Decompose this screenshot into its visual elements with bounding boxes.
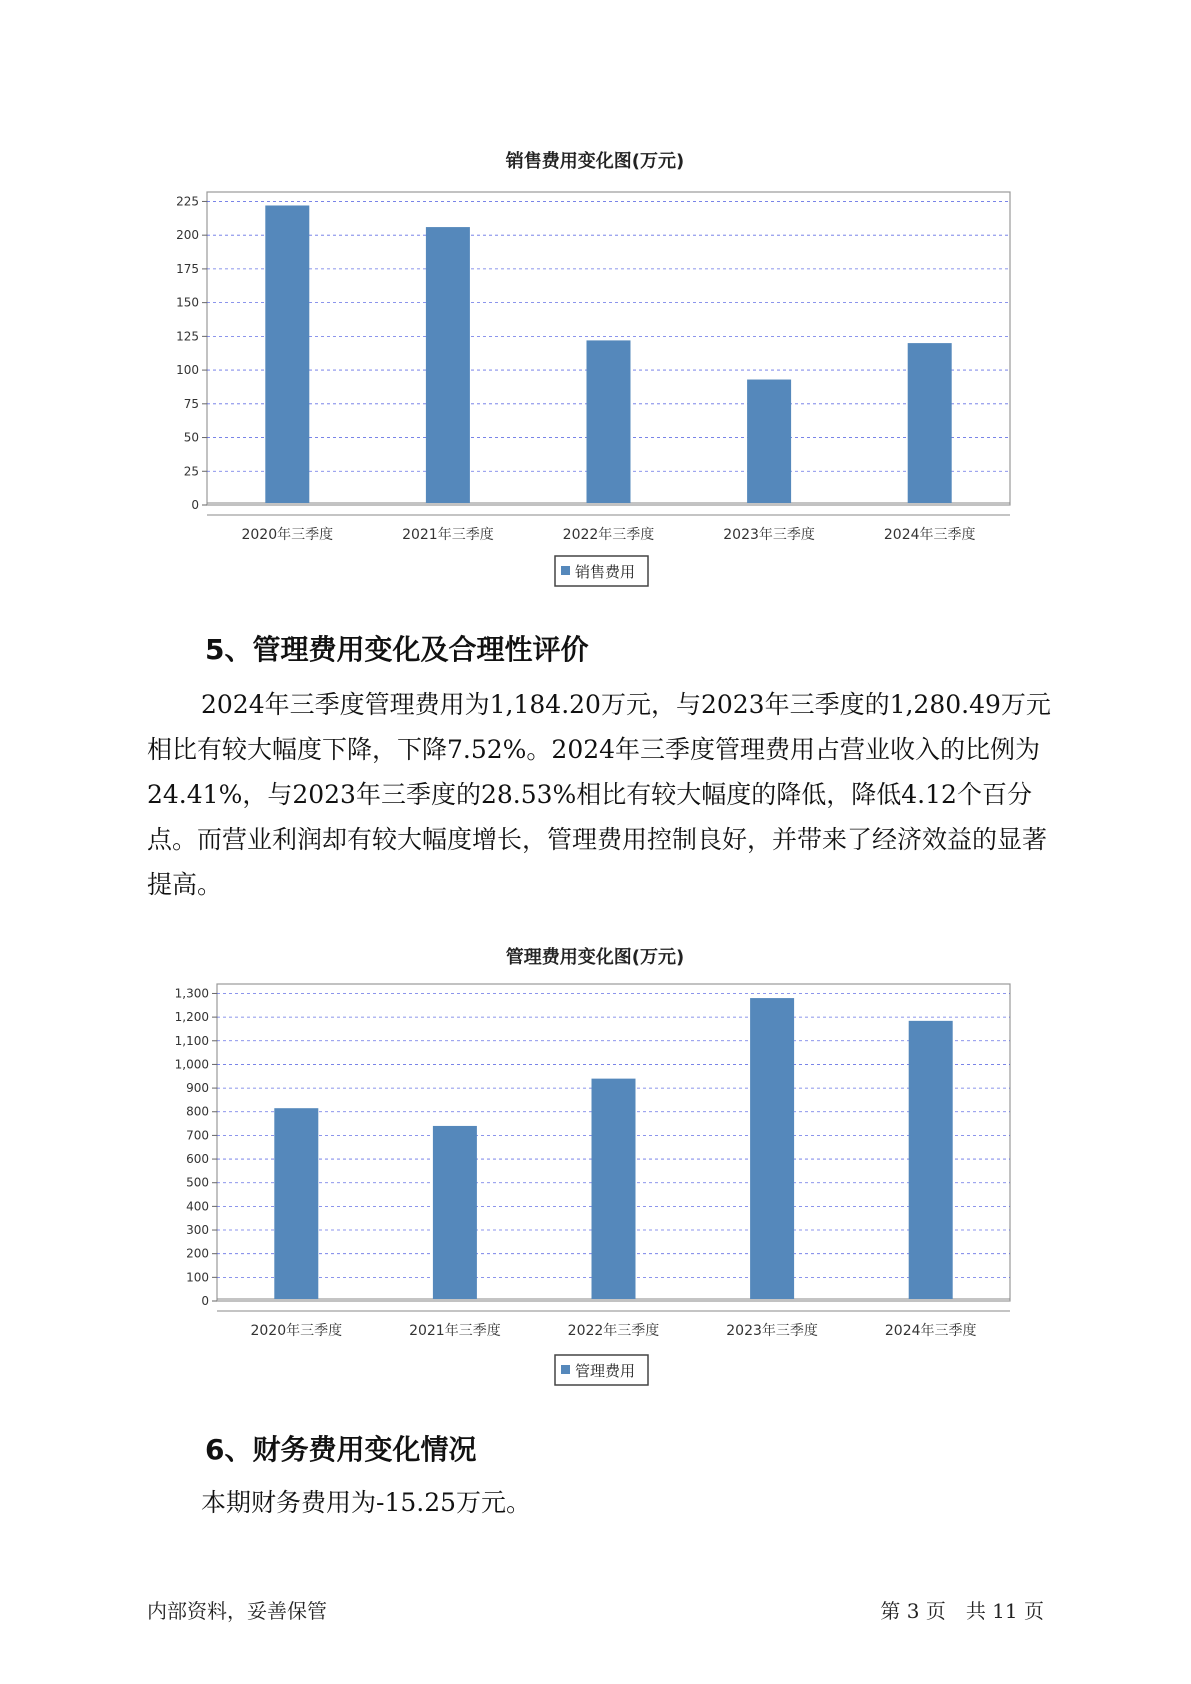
x-tick-label: 2022年三季度 <box>562 527 655 543</box>
y-tick-label: 400 <box>186 1199 209 1214</box>
section-heading-finance-expense: 6、财务费用变化情况 <box>205 1433 477 1466</box>
y-tick-label: 1,000 <box>174 1057 209 1072</box>
bar <box>908 343 952 503</box>
bar <box>265 205 309 503</box>
y-tick-label: 200 <box>186 1246 209 1261</box>
x-tick-label: 2020年三季度 <box>250 1323 343 1339</box>
section-heading-admin-expense: 5、管理费用变化及合理性评价 <box>205 633 589 666</box>
finance-expense-paragraph: 本期财务费用为-15.25万元。 <box>201 1488 532 1517</box>
sales-expense-chart <box>0 135 1191 595</box>
chart-title: 销售费用变化图(万元) <box>505 151 685 172</box>
x-tick-label: 2024年三季度 <box>883 527 976 543</box>
bar <box>426 227 470 503</box>
chart-legend <box>555 556 648 586</box>
y-tick-label: 0 <box>191 498 199 512</box>
admin-expense-chart-svg <box>0 935 1191 1395</box>
chart-legend <box>555 1355 648 1385</box>
x-tick-label: 2024年三季度 <box>884 1323 977 1339</box>
y-tick-label: 0 <box>201 1294 209 1308</box>
y-tick-label: 1,100 <box>174 1033 209 1048</box>
y-tick-label: 900 <box>186 1081 209 1096</box>
footer-page-number: 第 3 页 共 11 页 <box>880 1599 1044 1623</box>
admin-expense-paragraph: 2024年三季度管理费用为1,184.20万元，与2023年三季度的1,280.49万元相比有较大幅度下降，下降7.52%。2024年三季度管理费用占营业收入的比例为24.41%，与2023年三季度的28.53%相比有较大幅度的降低，降低4.12个百分点。而营业利润却有较大幅度增长，管理费用控制良好，并带来了经济效益的显著提高。 <box>147 690 1051 899</box>
bar <box>747 380 791 503</box>
legend-swatch <box>561 1365 570 1374</box>
x-tick-label: 2022年三季度 <box>567 1323 660 1339</box>
x-tick-label: 2021年三季度 <box>402 527 494 543</box>
bar <box>274 1108 318 1299</box>
legend-label: 管理费用 <box>575 1362 636 1380</box>
x-tick-label: 2023年三季度 <box>726 1323 818 1339</box>
y-tick-label: 150 <box>176 295 199 310</box>
y-tick-label: 300 <box>186 1223 209 1238</box>
y-tick-label: 700 <box>186 1128 209 1143</box>
footer-confidential-note: 内部资料，妥善保管 <box>147 1599 327 1623</box>
x-tick-label: 2021年三季度 <box>409 1323 501 1339</box>
y-tick-label: 125 <box>176 329 199 344</box>
bar <box>592 1079 636 1299</box>
bar <box>587 340 631 503</box>
y-tick-label: 225 <box>176 194 199 209</box>
x-tick-label: 2020年三季度 <box>241 527 334 543</box>
y-tick-label: 1,200 <box>174 1010 209 1025</box>
bar <box>750 998 794 1299</box>
y-tick-label: 25 <box>183 464 199 479</box>
legend-label: 销售费用 <box>575 563 636 581</box>
chart-title: 管理费用变化图(万元) <box>505 947 685 968</box>
y-tick-label: 200 <box>176 228 199 243</box>
y-tick-label: 500 <box>186 1175 209 1190</box>
y-tick-label: 800 <box>186 1104 209 1119</box>
y-tick-label: 100 <box>186 1270 209 1285</box>
legend-swatch <box>561 566 570 575</box>
y-tick-label: 600 <box>186 1152 209 1167</box>
bar <box>433 1126 477 1299</box>
bar <box>909 1021 953 1299</box>
x-tick-label: 2023年三季度 <box>723 527 815 543</box>
admin-expense-chart <box>0 935 1191 1395</box>
y-tick-label: 175 <box>176 261 199 276</box>
y-tick-label: 50 <box>183 430 199 445</box>
y-tick-label: 75 <box>183 396 199 411</box>
sales-expense-chart-svg <box>0 135 1191 595</box>
y-tick-label: 100 <box>176 363 199 378</box>
y-tick-label: 1,300 <box>174 986 209 1001</box>
